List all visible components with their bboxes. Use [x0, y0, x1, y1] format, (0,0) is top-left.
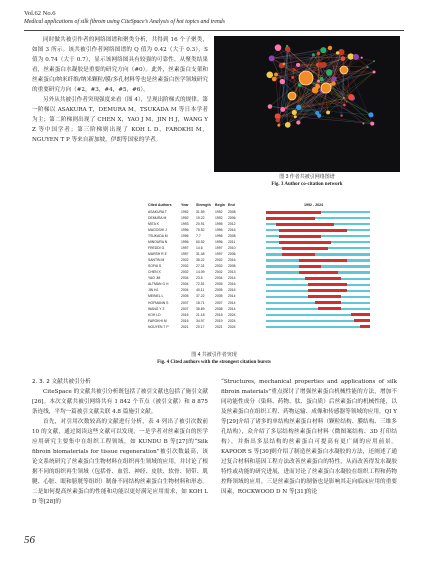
cell-year: 1996 — [181, 227, 189, 232]
cell-begin: 1996 — [215, 233, 223, 238]
paragraph: “Structures, mechanical properties and applications of silk fibroin materials”重点探讨了增强丝素蛋白机械性能的方法，增加不同功能性成分（染料、药物、肽、蛋白质）后丝素蛋白的机械性能，以及丝素蛋白在组织工程、药物运输、成像和传感器等领域的应用。QI Y 等[29]介绍了诸多的单结构丝素蛋白材料（颗粒结构、膜结构、三维多孔结构），众介绍了多层结构丝素蛋白材料（微图案结构、3D 打印结构），并指出多层结构的丝素蛋白可提高有更广阔的应用前景。KAPOOR S 等[30]则介绍了制造丝素蛋白水凝胶的方法，还阐述了通过复合材料和基因工程方法改善丝素蛋白的特性，从而改善得发水凝胶特性或功能的研究进展，进而讨论了丝素蛋白水凝胶在组织工程和药物控释领域的应用。三是丝素蛋白的制备也是影响其走向临床应用的重要因素，ROCKWOOD D N 等[31]的论 — [221, 379, 397, 495]
cell-strength: 60.52 — [196, 240, 205, 245]
cell-end: 2016 — [228, 288, 236, 293]
figure3-caption-en: Fig. 3 Author co-citation network — [271, 182, 343, 187]
network-node — [334, 77, 337, 80]
network-node — [315, 84, 319, 88]
network-node — [343, 97, 345, 99]
cell-cited-author: FAROKHI M — [148, 318, 167, 323]
network-node — [291, 76, 294, 79]
cell-strength: 27.31 — [196, 264, 205, 269]
cell-end: 2006 — [228, 215, 236, 220]
network-node — [268, 104, 273, 109]
cell-strength: 31.48 — [196, 252, 205, 257]
network-node — [346, 101, 348, 103]
network-node — [317, 51, 321, 55]
cell-cited-author: DEMURA M — [148, 215, 167, 220]
timeline-track — [266, 326, 370, 328]
cell-end: 2016 — [228, 227, 236, 232]
network-node — [286, 45, 288, 47]
network-node — [296, 120, 300, 124]
cell-end: 2011 — [228, 240, 236, 245]
cell-begin: 2008 — [215, 306, 223, 311]
cell-year: 2002 — [181, 270, 189, 275]
cell-begin: 1996 — [215, 227, 223, 232]
cell-cited-author: ALTMAN G H — [148, 282, 169, 287]
network-node — [285, 122, 291, 128]
burst-bar — [299, 259, 348, 262]
cell-cited-author: SOFIA S — [148, 264, 162, 269]
burst-bar — [360, 325, 370, 328]
network-node — [320, 77, 324, 81]
network-node — [283, 62, 286, 65]
network-node — [343, 104, 346, 107]
cell-begin: 2019 — [215, 318, 223, 323]
network-link — [300, 85, 373, 124]
cell-begin: 1995 — [215, 221, 223, 226]
left-column-text — [32, 35, 208, 145]
cell-strength: 20.17 — [196, 324, 205, 329]
cell-cited-author: YAO JM — [148, 276, 161, 281]
cell-year: 2004 — [181, 276, 189, 281]
cell-cited-author: SANTIN M — [148, 258, 165, 263]
network-node — [275, 44, 282, 51]
cell-end: 2012 — [228, 221, 236, 226]
cell-year: 2004 — [181, 282, 189, 287]
page-number: 56 — [24, 534, 35, 546]
burst-bar — [308, 289, 347, 292]
cell-cited-author: MITA K — [148, 221, 159, 226]
cell-begin: 2002 — [215, 264, 223, 269]
cell-strength: 20.91 — [196, 221, 205, 226]
burst-bar — [351, 313, 371, 316]
cell-strength: 23.5 — [196, 276, 203, 281]
cell-begin: 1992 — [215, 215, 223, 220]
header-year: Year — [181, 203, 189, 207]
network-node — [340, 114, 342, 116]
network-node — [277, 124, 280, 127]
network-node — [331, 81, 335, 85]
network-node — [269, 55, 275, 61]
cell-end: 2014 — [228, 276, 236, 281]
network-node — [361, 57, 363, 59]
cell-strength: 14.09 — [196, 270, 205, 275]
cell-year: 1997 — [181, 252, 189, 257]
network-node — [317, 114, 321, 118]
cell-strength: 35.69 — [196, 306, 205, 311]
cell-year: 1996 — [181, 233, 189, 238]
cell-begin: 2018 — [215, 312, 223, 317]
cell-cited-author: HOFMANN S — [148, 300, 169, 305]
figure3-caption-cn: 图 3 作者共被引网络图谱 — [279, 174, 335, 180]
cell-strength: 37.22 — [196, 294, 205, 299]
burst-row — [146, 324, 376, 330]
burst-bar — [308, 283, 347, 286]
bottom-right-column — [221, 377, 397, 497]
network-node — [318, 62, 324, 68]
network-node — [370, 122, 374, 126]
network-node — [272, 77, 277, 82]
cell-strength: 35.22 — [196, 258, 205, 263]
burst-bar — [299, 271, 338, 274]
network-node — [274, 72, 278, 76]
burst-bar — [282, 247, 328, 250]
cell-begin: 1996 — [215, 240, 223, 245]
network-node — [373, 70, 376, 73]
cell-strength: 19.22 — [196, 215, 205, 220]
cell-strength: 31.59 — [196, 209, 205, 214]
network-node — [296, 105, 301, 110]
burst-bar — [282, 253, 315, 256]
cell-year: 2016 — [181, 312, 189, 317]
burst-bar — [354, 319, 370, 322]
cell-end: 2024 — [228, 324, 236, 329]
figure3-caption — [214, 174, 400, 188]
cell-end: 2008 — [228, 209, 236, 214]
author-co-citation-network-figure — [214, 36, 400, 172]
cell-begin: 2007 — [215, 300, 223, 305]
citation-burst-table — [146, 203, 376, 330]
cell-year: 2007 — [181, 300, 189, 305]
bottom-left-column — [32, 377, 208, 507]
paragraph: CiteSpace 的文献共被引分析既包括了被引文献也包括了施引文献[26]。本次文献共被引网络共有 1 842 个节点（被引文献）和 8 875 条连线，平均一篇被引文献关联 4.8 篇施引文献。 — [32, 389, 208, 415]
network-hub-node — [299, 71, 313, 85]
cell-cited-author: CHEN X — [148, 270, 161, 275]
cell-begin: 1997 — [215, 246, 223, 251]
burst-bar — [279, 229, 347, 232]
network-node — [292, 110, 297, 115]
network-node — [317, 80, 320, 83]
volume-label: Vol.62 No.6 — [24, 10, 56, 17]
network-node — [276, 118, 280, 122]
cell-year: 2004 — [181, 288, 189, 293]
network-hub-node — [340, 66, 348, 74]
cell-end: 2008 — [228, 233, 236, 238]
cell-year: 1996 — [181, 240, 189, 245]
cell-begin: 2021 — [215, 324, 223, 329]
figure4-caption-cn: 图 4 共被引作者突现 — [191, 352, 237, 358]
cell-strength: 34.97 — [196, 318, 205, 323]
network-node — [340, 56, 345, 61]
header-begin: Begin — [215, 203, 225, 207]
network-node — [285, 107, 287, 109]
network-node — [373, 60, 375, 62]
cell-cited-author: MEINEL L — [148, 294, 164, 299]
cell-cited-author: FREDDI G — [148, 246, 165, 251]
network-node — [280, 107, 285, 112]
cell-cited-author: ASAKURA T — [148, 209, 167, 214]
cell-cited-author: MARSH R E — [148, 252, 167, 257]
cell-year: 1993 — [181, 221, 189, 226]
cell-begin: 2002 — [215, 270, 223, 275]
network-node — [312, 53, 315, 56]
cell-begin: 2005 — [215, 282, 223, 287]
cell-cited-author: TSUKADA M — [148, 233, 168, 238]
burst-bar — [266, 211, 321, 214]
burst-bar — [276, 223, 335, 226]
cell-end: 2024 — [228, 312, 236, 317]
cell-year: 2005 — [181, 294, 189, 299]
cell-begin: 2005 — [215, 294, 223, 299]
cell-year: 2002 — [181, 264, 189, 269]
cell-begin: 2002 — [215, 258, 223, 263]
cell-end: 2016 — [228, 282, 236, 287]
cell-end: 2010 — [228, 246, 236, 251]
network-node — [326, 111, 330, 115]
burst-bar — [308, 295, 341, 298]
network-node — [298, 83, 302, 87]
network-node — [336, 51, 339, 54]
cell-year: 1992 — [181, 209, 189, 214]
burst-bar — [305, 277, 341, 280]
network-node — [280, 79, 285, 84]
network-hub-node — [321, 83, 331, 93]
cell-cited-author: MAGOSHI J — [148, 227, 167, 232]
header-strength: Strength — [196, 203, 211, 207]
cell-end: 2013 — [228, 270, 236, 275]
burst-bar — [279, 235, 321, 238]
cell-year: 1992 — [181, 215, 189, 220]
cell-cited-author: KOH LD — [148, 312, 161, 317]
network-link — [295, 117, 372, 124]
burst-rows — [146, 209, 376, 330]
burst-bar — [315, 301, 341, 304]
cell-begin: 2004 — [215, 276, 223, 281]
network-node — [294, 115, 297, 118]
cell-cited-author: WANG Y Z — [148, 306, 165, 311]
network-node — [328, 46, 332, 50]
cell-strength: 7.7 — [196, 233, 201, 238]
burst-bar — [299, 265, 322, 268]
page-header — [24, 10, 404, 26]
cell-strength: 21.18 — [196, 312, 205, 317]
cell-strength: 75.52 — [196, 227, 205, 232]
figure4-caption-en: Fig. 4 Cited authors with the strongest citation bursts — [157, 360, 271, 365]
header-cited-authors: Cited Authors — [148, 203, 172, 207]
cell-end: 2014 — [228, 300, 236, 305]
cell-strength: 14.6 — [196, 246, 203, 251]
network-node — [293, 68, 296, 71]
network-node — [348, 94, 354, 100]
network-visualization — [214, 36, 400, 172]
network-node — [320, 47, 326, 53]
cell-cited-author: NGUYEN T P — [148, 324, 169, 329]
cell-year: 2007 — [181, 306, 189, 311]
network-node — [296, 63, 300, 67]
burst-bar — [279, 241, 331, 244]
paragraph: 同时做共被引作者的网络图谱和聚类分析，共得到 16 个子聚类，如图 3 所示。该共被引作者网络图谱的 Q 值为 0.42（大于 0.3），S 值为 0.74（大于 0.7），显示该网络图具有较强的可靠性。从聚类结果看，丝素蛋白水凝胶是重要的研究方向（#0）。此外，丝素蛋白支架和丝素蛋白/纳米纤维/纳米颗粒/膜/多孔材料等也是丝素蛋白医学领域研究的重要研究方向（#2，#3，#4，#5，#6）。 — [32, 37, 208, 93]
header-range: 1992 - 2024 — [304, 203, 324, 207]
cell-end: 2016 — [228, 258, 236, 263]
header-end: End — [228, 203, 235, 207]
figure4-caption — [114, 352, 314, 366]
network-node — [367, 66, 369, 68]
cell-year: 1997 — [181, 246, 189, 251]
network-link — [331, 85, 373, 124]
network-node — [266, 71, 273, 78]
network-node — [353, 54, 359, 60]
cell-year: 2016 — [181, 318, 189, 323]
network-node — [362, 123, 364, 125]
cell-cited-author: JIN HJ — [148, 288, 159, 293]
network-hub-node — [288, 92, 296, 100]
paragraph: 首先，对引用次数较高的文献进行分析，表 4 列出了被引次数前 10 的文献，通过阅读这些文献可以发现，一是学者对丝素蛋白的医学应用研究主要集中在组织工程领域，如 KUNDU B 等[27]的“Silk fibroin biomaterials for tissue regeneration”被引次数最高，该论文系统研究了丝素蛋白生物材料在组织再生领域的应用，并讨论了根据不同的组织再生领域（包括骨、血管、神经、皮肤、软骨、韧带、肌腱、心脏、眼和膀胱等组织）制备不同结构丝素蛋白生物材料和形态。二是如何提高丝素蛋白的性能和功能以更好满足应用需求，如 KOH L D 等[28]的 — [32, 419, 208, 505]
cell-end: 2006 — [228, 252, 236, 257]
cell-year: 2002 — [181, 258, 189, 263]
section-title: 2. 3. 2 文献共被引分析 — [32, 379, 91, 385]
network-node — [368, 112, 373, 117]
burst-bar — [318, 307, 341, 310]
network-node — [312, 87, 319, 94]
cell-begin: 1992 — [215, 209, 223, 214]
cell-strength: 18.71 — [196, 300, 205, 305]
burst-bar — [266, 217, 315, 220]
cell-strength: 72.51 — [196, 282, 205, 287]
cell-strength: 40.11 — [196, 288, 205, 293]
cell-year: 2021 — [181, 324, 189, 329]
cell-end: 2024 — [228, 318, 236, 323]
journal-title: Medical applications of silk fibroin using CiteSpace’s Analysis of hot topics and trends — [24, 19, 225, 25]
cell-begin: 1997 — [215, 252, 223, 257]
cell-begin: 2005 — [215, 288, 223, 293]
paragraph: 另外从共被引作者突现强度来看（图 4），呈现出阶梯式的规律。第一阶梯以 ASAKURA T，DEMURA M，TSUKADA M 等日本学者为主；第二阶梯则出现了 CHEN X，YAO J M，JIN H J，WANG Y Z 等中国学者；第三阶梯则出现了 KOH L D，FAROKHI M，NGUYEN T P 等来自新加坡，伊朗等国家的学者。 — [32, 97, 208, 143]
header-rule — [24, 30, 404, 31]
cell-end: 2014 — [228, 306, 236, 311]
cell-end: 2008 — [228, 264, 236, 269]
network-node — [326, 69, 333, 76]
cell-cited-author: MINOURA N — [148, 240, 168, 245]
cell-end: 2014 — [228, 294, 236, 299]
